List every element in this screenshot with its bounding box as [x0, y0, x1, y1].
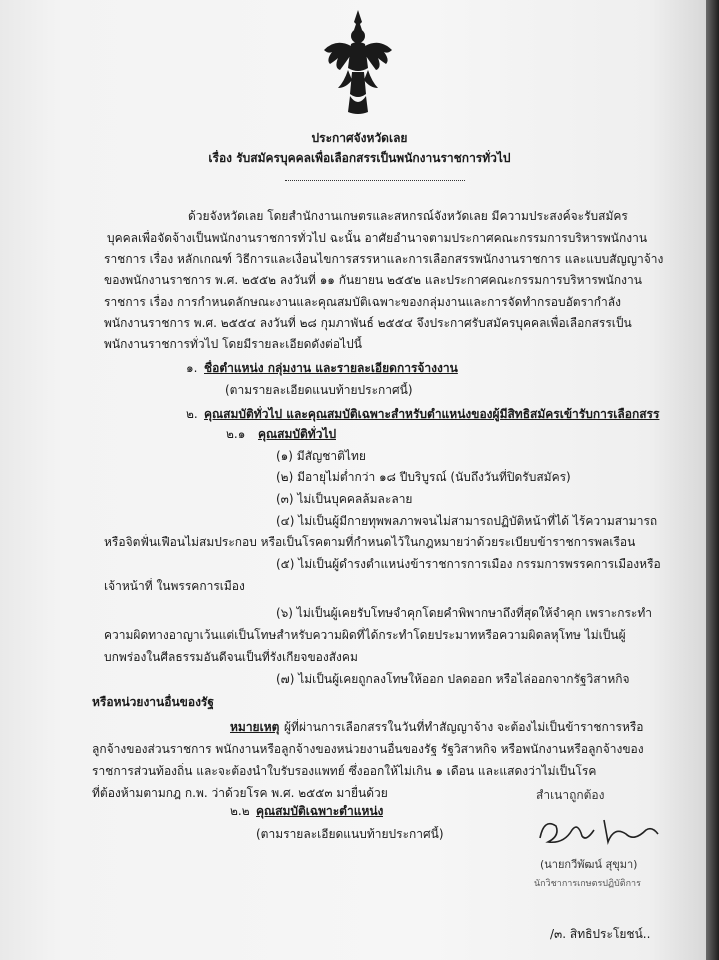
garuda-emblem [318, 8, 398, 118]
signer-position: นักวิชาการเกษตรปฏิบัติการ [534, 879, 641, 889]
section1-note: (ตามรายละเอียดแนบท้ายประกาศนี้) [225, 383, 413, 397]
qualification-item: (๑) มีสัญชาติไทย [276, 449, 366, 463]
qualification-item-cont: หรือจิตฟั่นเฟือนไม่สมประกอบ หรือเป็นโรคตามที่กำหนดไว้ในกฎหมายว่าด้วยระเบียบข้าราชการพลเรือน [104, 535, 636, 549]
qualification-item-cont: บกพร่องในศีลธรรมอันดีจนเป็นที่รังเกียจของสังคม [104, 650, 358, 664]
remark-line: ราชการส่วนท้องถิ่น และจะต้องนำใบรับรองแพทย์ ซึ่งออกให้ไม่เกิน ๑ เดือน และแสดงว่าไม่เป็นโรค [92, 764, 597, 778]
qualification-item: (๖) ไม่เป็นผู้เคยรับโทษจำคุกโดยคำพิพากษาถึงที่สุดให้จำคุก เพราะกระทำ [276, 606, 652, 620]
title-divider [285, 180, 465, 181]
signer-name: (นายกวีพัฒน์ สุขุมา) [540, 858, 638, 871]
qualification-item-cont: เจ้าหน้าที่ ในพรรคการเมือง [104, 579, 245, 593]
intro-line: บุคคลเพื่อจัดจ้างเป็นพนักงานราชการทั่วไป ฉะนั้น อาศัยอำนาจตามประกาศคณะกรรมการบริหารพนักงาน [107, 231, 648, 245]
qualification-item-cont: หรือหน่วยงานอื่นของรัฐ [92, 695, 214, 709]
next-page-marker: /๓. สิทธิประโยชน์.. [550, 927, 651, 941]
qualification-item: (๗) ไม่เป็นผู้เคยถูกลงโทษให้ออก ปลดออก หรือไล่ออกจากรัฐวิสาหกิจ [276, 672, 630, 686]
section2-1-heading: คุณสมบัติทั่วไป [258, 427, 337, 441]
qualification-item: (๔) ไม่เป็นผู้มีกายทุพพลภาพจนไม่สามารถปฏิบัติหน้าที่ได้ ไร้ความสามารถ [276, 514, 658, 528]
page-edge-shadow [706, 0, 719, 960]
intro-line: ของพนักงานราชการ พ.ศ. ๒๕๕๒ ลงวันที่ ๑๑ กันยายน ๒๕๕๒ และประกาศคณะกรรมการบริหารพนักงาน [104, 273, 642, 287]
qualification-item-cont: ความผิดทางอาญาเว้นแต่เป็นโทษสำหรับความผิดที่ได้กระทำโดยประมาทหรือความผิดลหุโทษ ไม่เป็นผู้ [104, 628, 626, 642]
section1-heading: ชื่อตำแหน่ง กลุ่มงาน และรายละเอียดการจ้างงาน [204, 361, 458, 375]
remark-line: ลูกจ้างของส่วนราชการ พนักงานหรือลูกจ้างของหน่วยงานอื่นของรัฐ รัฐวิสาหกิจ หรือพนักงานหรือลูกจ้างของ [92, 742, 644, 756]
page-title: ประกาศจังหวัดเลย [311, 131, 408, 145]
intro-line: ด้วยจังหวัดเลย โดยสำนักงานเกษตรและสหกรณ์จังหวัดเลย มีความประสงค์จะรับสมัคร [188, 209, 628, 223]
copy-stamp: สำเนาถูกต้อง [536, 788, 605, 802]
intro-line: ราชการ เรื่อง การกำหนดลักษณะงานและคุณสมบัติเฉพาะของกลุ่มงานและการจัดทำกรอบอัตรากำลัง [104, 295, 621, 309]
section2-2-note: (ตามรายละเอียดแนบท้ายประกาศนี้) [256, 827, 444, 841]
signature [534, 812, 664, 852]
qualification-item: (๕) ไม่เป็นผู้ดำรงตำแหน่งข้าราชการการเมือง กรรมการพรรคการเมืองหรือ [276, 557, 661, 571]
qualification-item: (๓) ไม่เป็นบุคคลล้มละลาย [276, 492, 413, 506]
section2-number: ๒. [186, 407, 198, 421]
page-subject: เรื่อง รับสมัครบุคคลเพื่อเลือกสรรเป็นพนักงานราชการทั่วไป [208, 151, 511, 165]
section1-number: ๑. [186, 361, 198, 375]
intro-line: พนักงานราชการ พ.ศ. ๒๕๕๔ ลงวันที่ ๒๘ กุมภาพันธ์ ๒๕๕๔ จึงประกาศรับสมัครบุคคลเพื่อเลือกสรรเป็น [104, 316, 632, 330]
intro-line: พนักงานราชการทั่วไป โดยมีรายละเอียดดังต่อไปนี้ [104, 337, 362, 351]
remark-line: ผู้ที่ผ่านการเลือกสรรในวันที่ทำสัญญาจ้าง จะต้องไม่เป็นข้าราชการหรือ [284, 720, 644, 734]
qualification-item: (๒) มีอายุไม่ต่ำกว่า ๑๘ ปีบริบูรณ์ (นับถึงวันที่ปิดรับสมัคร) [276, 470, 571, 484]
section2-heading: คุณสมบัติทั่วไป และคุณสมบัติเฉพาะสำหรับตำแหน่งของผู้มีสิทธิสมัครเข้ารับการเลือกสรร [204, 407, 660, 421]
remark-line: ที่ต้องห้ามตามกฎ ก.พ. ว่าด้วยโรค พ.ศ. ๒๕๕๓ มายื่นด้วย [92, 786, 388, 800]
section2-2-number: ๒.๒ [230, 804, 250, 818]
section2-1-number: ๒.๑ [226, 427, 246, 441]
section2-2-heading: คุณสมบัติเฉพาะตำแหน่ง [256, 804, 384, 818]
intro-line: ราชการ เรื่อง หลักเกณฑ์ วิธีการและเงื่อนไขการสรรหาและการเลือกสรรพนักงานราชการ และแบบสัญญาจ้าง [104, 252, 664, 266]
remark-label: หมายเหตุ [230, 720, 280, 734]
